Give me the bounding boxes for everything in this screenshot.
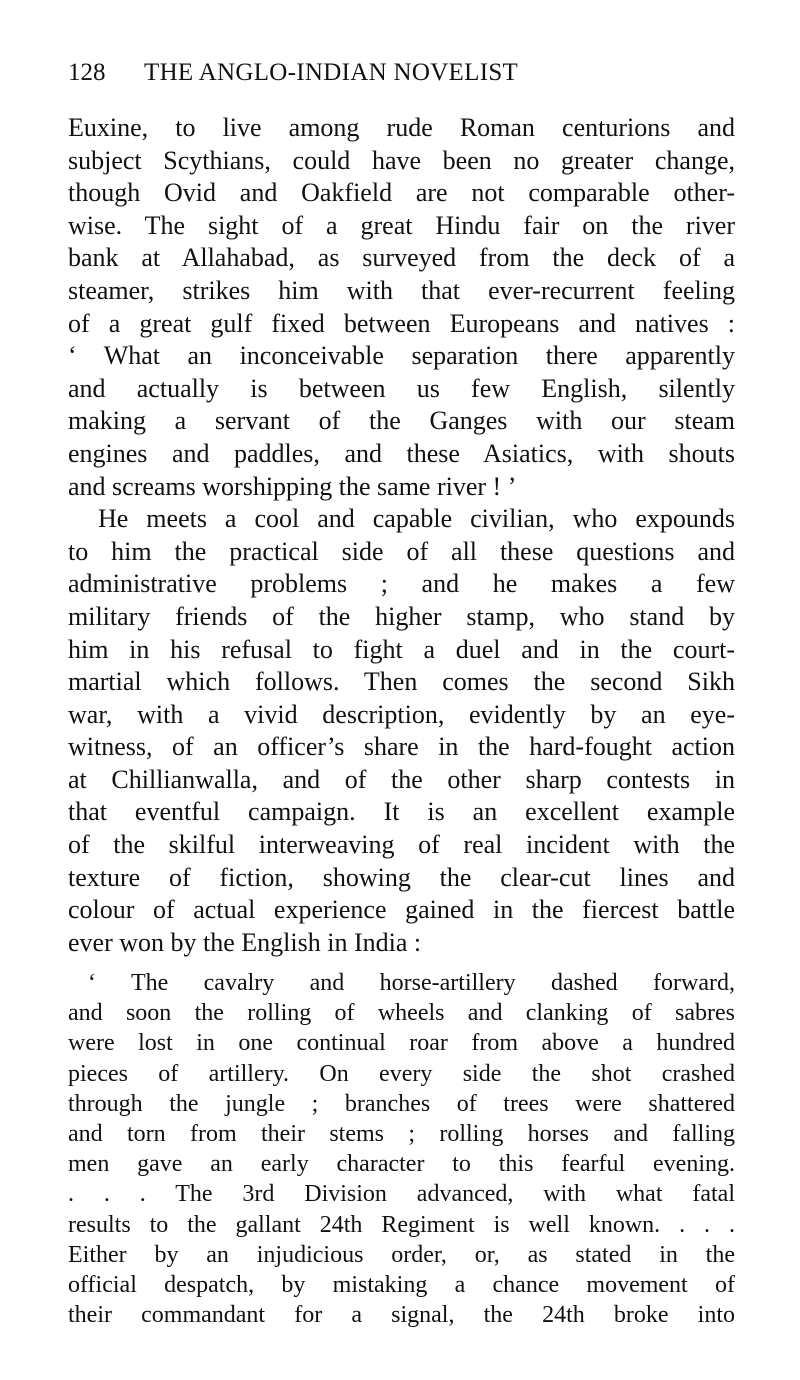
- text-line: of a great gulf fixed between Europeans and natives :: [68, 308, 735, 338]
- text-line: though Ovid and Oakfield are not comparable other-: [68, 178, 735, 208]
- text-line: martial which follows. Then comes the second Sikh: [68, 667, 735, 697]
- quote-line: pieces of artillery. On every side the shot crashed: [68, 1060, 735, 1087]
- text-line: texture of fiction, showing the clear-cut lines and: [68, 862, 735, 892]
- quote-line: Either by an injudicious order, or, as stated in the: [68, 1241, 735, 1268]
- text-line: ‘ What an inconceivable separation there apparently: [68, 341, 735, 371]
- body-text: [68, 112, 735, 959]
- text-line: making a servant of the Ganges with our steam: [68, 406, 735, 436]
- quote-line: results to the gallant 24th Regiment is well known. . . .: [68, 1211, 735, 1238]
- text-line: witness, of an officer’s share in the hard-fought action: [68, 732, 735, 762]
- text-line: military friends of the higher stamp, who stand by: [68, 601, 735, 631]
- text-line: steamer, strikes him with that ever-recurrent feeling: [68, 275, 735, 305]
- text-line: him in his refusal to fight a duel and in the court-: [68, 634, 735, 664]
- page-number: 128: [68, 59, 106, 86]
- quote-line: men gave an early character to this fearful evening.: [68, 1151, 735, 1178]
- text-line: wise. The sight of a great Hindu fair on the river: [68, 210, 735, 240]
- text-line: of the skilful interweaving of real incident with the: [68, 830, 735, 860]
- text-line: subject Scythians, could have been no greater change,: [68, 145, 735, 175]
- block-quote: [68, 968, 735, 1330]
- running-title: THE ANGLO-INDIAN NOVELIST: [144, 59, 519, 86]
- quote-line: through the jungle ; branches of trees were shattered: [68, 1090, 735, 1117]
- quote-line: their commandant for a signal, the 24th broke into: [68, 1302, 735, 1329]
- quote-line: and soon the rolling of wheels and clanking of sabres: [68, 1000, 735, 1027]
- text-line: He meets a cool and capable civilian, who expounds: [98, 504, 735, 534]
- text-line: at Chillianwalla, and of the other sharp contests in: [68, 764, 735, 794]
- text-line: administrative problems ; and he makes a few: [68, 569, 735, 599]
- quote-line: were lost in one continual roar from above a hundred: [68, 1030, 735, 1057]
- text-line: to him the practical side of all these questions and: [68, 536, 735, 566]
- quote-line: ‘ The cavalry and horse-artillery dashed forward,: [88, 970, 735, 996]
- paragraph-1: [68, 112, 735, 503]
- text-line: Euxine, to live among rude Roman centurions and: [68, 113, 735, 142]
- text-line: ever won by the English in India :: [68, 927, 422, 957]
- text-line: and screams worshipping the same river ! ’: [68, 471, 517, 501]
- text-line: that eventful campaign. It is an excellent example: [68, 797, 735, 827]
- quote-line: and torn from their stems ; rolling horses and falling: [68, 1120, 735, 1147]
- quote-line: . . . The 3rd Division advanced, with what fatal: [68, 1181, 735, 1208]
- text-line: and actually is between us few English, silently: [68, 373, 735, 403]
- quote-line: official despatch, by mistaking a chance movement of: [68, 1271, 735, 1298]
- paragraph-2: [68, 503, 735, 959]
- text-line: bank at Allahabad, as surveyed from the deck of a: [68, 243, 735, 273]
- running-header: [68, 56, 738, 90]
- text-line: war, with a vivid description, evidently by an eye-: [68, 699, 735, 729]
- text-line: engines and paddles, and these Asiatics, with shouts: [68, 438, 735, 468]
- text-line: colour of actual experience gained in the fiercest battle: [68, 895, 735, 925]
